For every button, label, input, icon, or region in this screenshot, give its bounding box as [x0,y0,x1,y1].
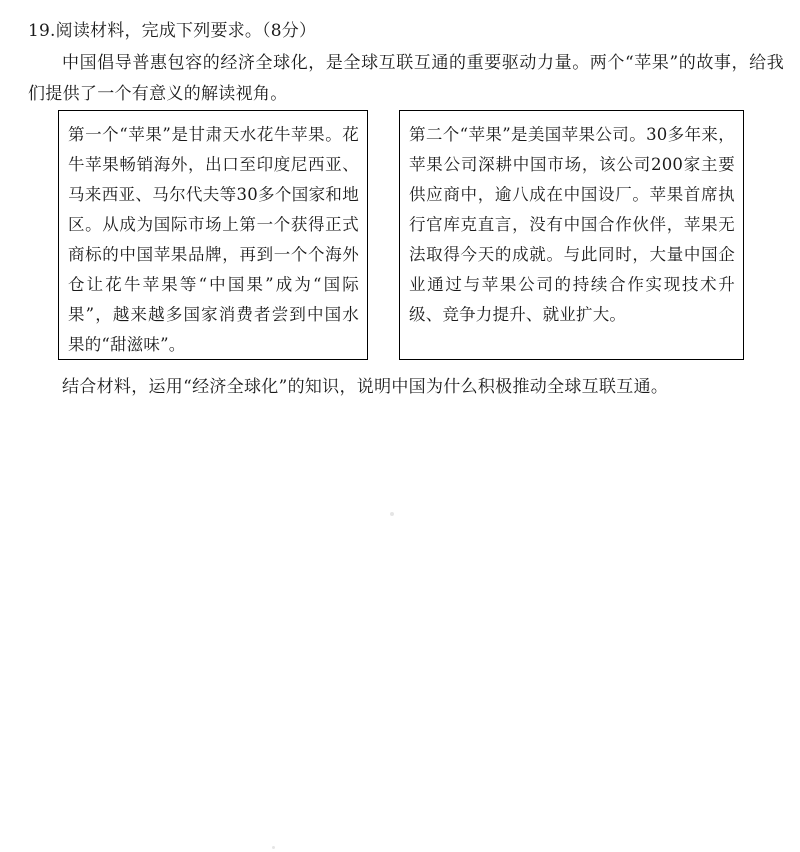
scan-speck [272,846,275,849]
closing-paragraph: 结合材料，运用“经济全球化”的知识，说明中国为什么积极推动全球互联互通。 [62,377,669,397]
scan-speck [390,512,394,516]
materials-container [58,110,744,360]
material-one-text: 第一个“苹果”是甘肃天水花牛苹果。花牛苹果畅销海外，出口至印度尼西亚、马来西亚、马尔代夫等30多个国家和地区。从成为国际市场上第一个获得正式商标的中国苹果品牌，再到一个个海外仓让花牛苹果等“中国果”成为“国际果”，越来越多国家消费者尝到中国水果的“甜滋味”。 [68,125,359,354]
material-two-text: 第二个“苹果”是美国苹果公司。30多年来，苹果公司深耕中国市场，该公司200家主要供应商中，逾八成在中国设厂。苹果首席执行官库克直言，没有中国合作伙伴，苹果无法取得今天的成就。与此同时，大量中国企业通过与苹果公司的持续合作实现技术升级、竞争力提升、就业扩大。 [409,125,735,324]
question-title: 阅读材料，完成下列要求。（8分） [55,21,317,41]
question-heading [28,18,316,44]
intro-paragraph: 中国倡导普惠包容的经济全球化，是全球互联互通的重要驱动力量。两个“苹果”的故事，给我们提供了一个有意义的解读视角。 [28,53,784,104]
material-box-one [58,110,368,360]
material-box-two [399,110,744,360]
question-number: 19. [28,21,56,41]
